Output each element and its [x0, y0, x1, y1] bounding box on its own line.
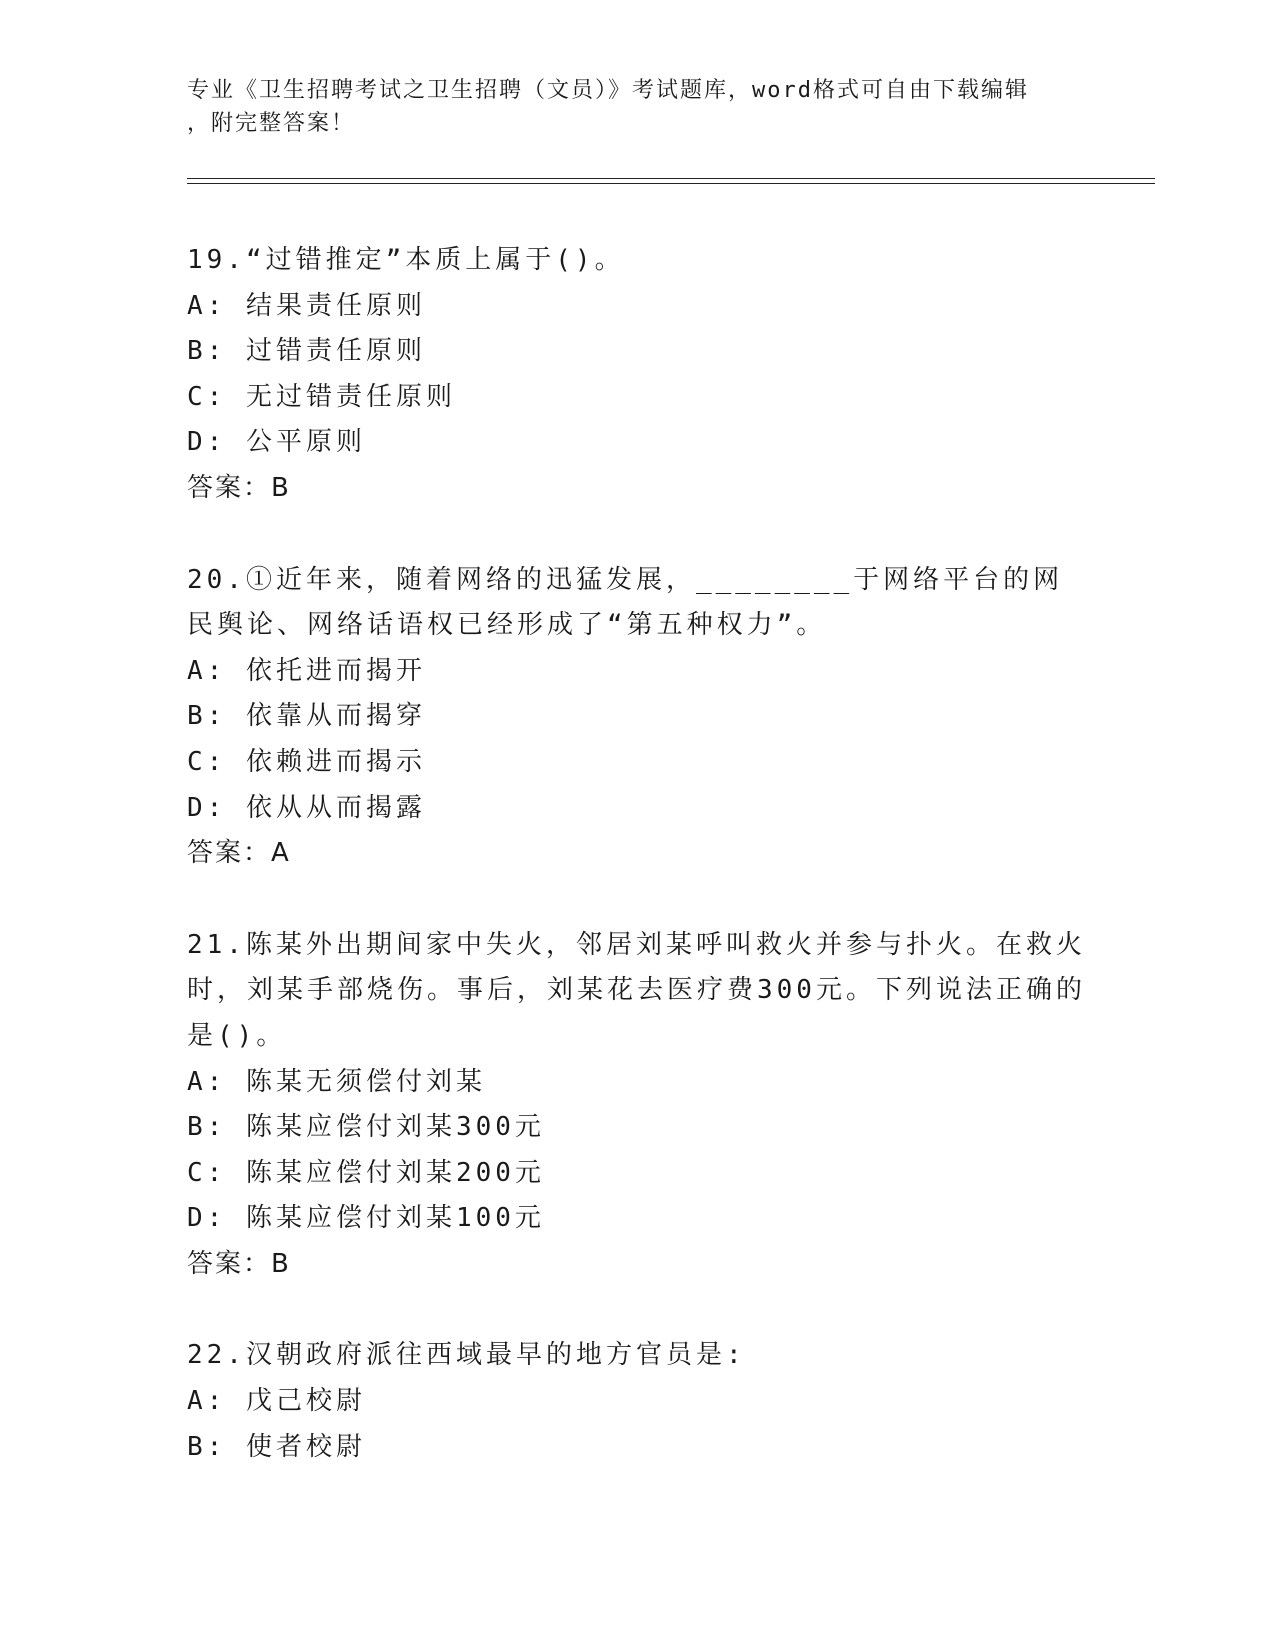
- document-header: [187, 74, 1087, 140]
- option-d: D: 陈某应偿付刘某100元: [187, 1203, 545, 1234]
- option-a: A: 结果责任原则: [187, 290, 426, 321]
- answer-line: 答案：A: [187, 838, 291, 869]
- option-b: B: 过错责任原则: [187, 336, 426, 367]
- question-text: 20.①近年来，随着网络的迅猛发展，________于网络平台的网民舆论、网络话语权已经形成了“第五种权力”。: [187, 564, 1064, 641]
- question-21: [187, 923, 1087, 1288]
- header-line-1: 专业《卫生招聘考试之卫生招聘（文员）》考试题库，word格式可自由下载编辑: [187, 78, 1029, 103]
- option-d: D: 依从从而揭露: [187, 792, 426, 823]
- option-b: B: 使者校尉: [187, 1431, 366, 1462]
- header-divider-bottom: [187, 183, 1155, 184]
- question-22: [187, 1333, 1087, 1470]
- option-a: A: 陈某无须偿付刘某: [187, 1066, 486, 1097]
- question-20: [187, 558, 1087, 877]
- answer-line: 答案：B: [187, 1248, 291, 1279]
- question-text: 19.“过错推定”本质上属于()。: [187, 245, 625, 275]
- option-d: D: 公平原则: [187, 427, 366, 458]
- header-divider-top: [187, 178, 1155, 179]
- option-a: A: 依托进而揭开: [187, 655, 426, 686]
- option-c: C: 无过错责任原则: [187, 381, 456, 412]
- question-list: [187, 238, 1087, 1516]
- header-line-2: ，附完整答案！: [187, 111, 356, 136]
- question-19: [187, 238, 1087, 512]
- option-c: C: 陈某应偿付刘某200元: [187, 1157, 545, 1188]
- option-a: A: 戊己校尉: [187, 1386, 366, 1417]
- option-b: B: 陈某应偿付刘某300元: [187, 1112, 545, 1143]
- option-c: C: 依赖进而揭示: [187, 746, 426, 777]
- option-b: B: 依靠从而揭穿: [187, 701, 426, 732]
- answer-line: 答案：B: [187, 472, 291, 503]
- question-text: 21.陈某外出期间家中失火，邻居刘某呼叫救火并参与扑火。在救火时，刘某手部烧伤。事后，刘某花去医疗费300元。下列说法正确的是()。: [187, 929, 1086, 1051]
- question-text: 22.汉朝政府派往西域最早的地方官员是:: [187, 1340, 746, 1371]
